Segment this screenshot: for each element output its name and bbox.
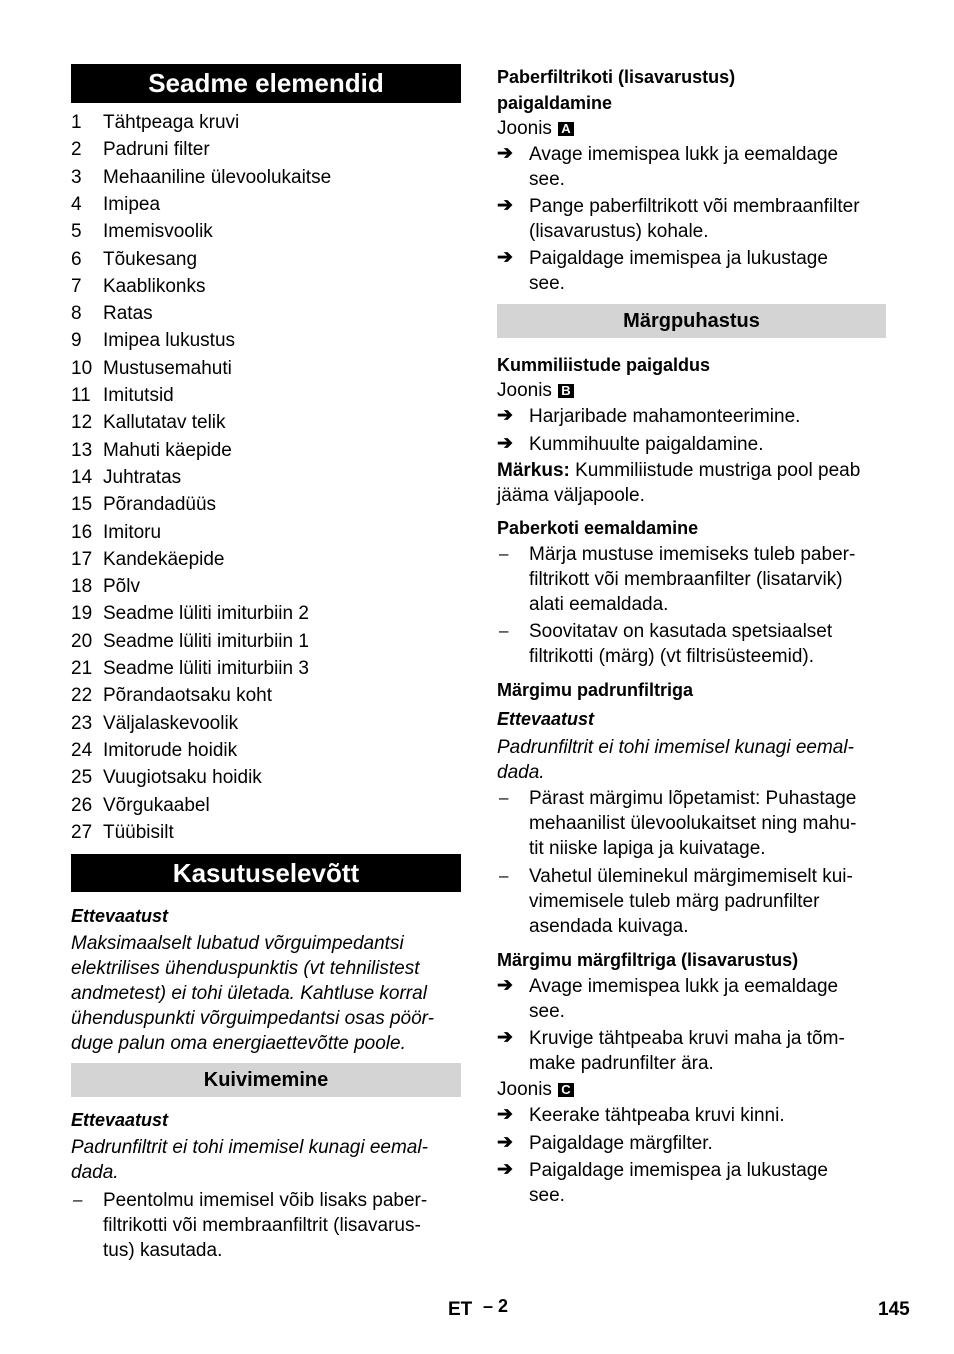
part-number: 11 — [71, 385, 91, 406]
part-number: 22 — [71, 685, 93, 707]
step-line: Pange paberfiltrikott või membraanfilter — [529, 196, 860, 217]
step-line: filtrikotti (märg) (vt filtrisüsteemid). — [529, 646, 815, 667]
part-item — [71, 821, 461, 845]
part-number: 1 — [71, 112, 82, 133]
part-item — [71, 275, 461, 299]
part-item — [71, 357, 461, 381]
part-label: Tüübisilt — [103, 821, 174, 843]
part-label: Vuugiotsaku hoidik — [103, 767, 262, 789]
part-number: 16 — [71, 521, 93, 543]
dash-bullet: – — [499, 866, 509, 885]
cartridge-title: Märgimu padrunfiltriga — [497, 680, 694, 700]
caution-label-dry: Ettevaatust — [71, 1110, 169, 1130]
part-number: 13 — [71, 439, 93, 461]
step-line: mehaanilist ülevoolukaitset ning mahu- — [529, 813, 857, 834]
part-item — [71, 138, 461, 162]
note-line2: jääma väljapoole. — [497, 485, 645, 506]
figure-word: Joonis — [497, 1079, 552, 1100]
caution-label: Ettevaatust — [71, 906, 169, 926]
part-label: Imitorude hoidik — [103, 739, 238, 761]
dash-bullet: – — [499, 544, 509, 563]
caution-line: duge palun oma energiaettevõtte poole. — [71, 1033, 406, 1054]
part-number: 19 — [71, 603, 93, 625]
step-line: Soovitatav on kasutada spetsiaalset — [529, 621, 833, 642]
part-number: 14 — [71, 466, 93, 488]
caution-line: dada. — [71, 1162, 119, 1183]
part-item — [71, 602, 461, 626]
arrow-icon: ➔ — [497, 143, 513, 164]
note-line1 — [497, 459, 860, 483]
bag-title: Paberkoti eemaldamine — [497, 518, 699, 538]
figure-ref-a — [497, 117, 574, 141]
part-label: Võrgukaabel — [103, 794, 210, 816]
step-line: (lisavarustus) kohale. — [529, 221, 709, 242]
caution-line: andmetest) ei tohi ületada. Kahtluse korral — [71, 983, 427, 1004]
caution-line: elektrilises ühenduspunktis (vt tehnilistest — [71, 958, 420, 979]
dash-bullet: – — [499, 621, 509, 640]
part-label: Mahuti käepide — [103, 439, 232, 461]
step-line: see. — [529, 273, 565, 294]
part-item — [71, 439, 461, 463]
step-line: Avage imemispea lukk ja eemaldage — [529, 976, 839, 997]
part-number: 20 — [71, 630, 93, 652]
step-line: Kummihuulte paigaldamine. — [529, 434, 764, 455]
step-line: tit niiske lapiga ja kuivatage. — [529, 838, 766, 859]
part-item — [71, 630, 461, 654]
part-label: Ratas — [103, 303, 153, 325]
part-number: 18 — [71, 576, 93, 598]
page-number: 145 — [878, 1299, 910, 1320]
part-item — [71, 493, 461, 517]
rubber-title: Kummiliistude paigaldus — [497, 355, 711, 375]
part-item — [71, 111, 461, 135]
part-item — [71, 411, 461, 435]
part-item — [71, 657, 461, 681]
step-line: Paigaldage imemispea ja lukustage — [529, 248, 828, 269]
part-item — [71, 466, 461, 490]
part-label: Kandekäepide — [103, 548, 225, 570]
part-label: Imitutsid — [103, 385, 174, 406]
arrow-icon: ➔ — [497, 1159, 513, 1180]
part-label: Tõukesang — [103, 248, 198, 270]
part-label: Mustusemahuti — [103, 357, 232, 379]
part-item — [71, 521, 461, 545]
figure-word: Joonis — [497, 118, 552, 139]
part-number: 8 — [71, 303, 82, 325]
part-number: 26 — [71, 794, 93, 816]
arrow-icon: ➔ — [497, 433, 513, 454]
part-number: 23 — [71, 712, 93, 734]
dash-bullet: – — [73, 1190, 83, 1209]
part-label: Padruni filter — [103, 139, 210, 161]
arrow-icon: ➔ — [497, 1104, 513, 1125]
step-line: make padrunfilter ära. — [529, 1053, 714, 1074]
part-label: Põlv — [103, 576, 140, 598]
step-line: asendada kuivaga. — [529, 916, 689, 937]
part-number: 2 — [71, 139, 82, 161]
part-number: 27 — [71, 821, 93, 843]
wetfilter-title: Märgimu märgfiltriga (lisavarustus) — [497, 950, 799, 970]
part-label: Põrandadüüs — [103, 494, 217, 516]
arrow-icon: ➔ — [497, 1027, 513, 1048]
step-line: Avage imemispea lukk ja eemaldage — [529, 144, 839, 165]
part-label: Kallutatav telik — [103, 412, 226, 434]
section-title-components: Seadme elemendid — [71, 64, 461, 103]
note-label: Märkus: — [497, 460, 570, 481]
arrow-icon: ➔ — [497, 247, 513, 268]
bullet-line: Peentolmu imemisel võib lisaks paber- — [103, 1190, 428, 1211]
figure-word: Joonis — [497, 380, 552, 401]
part-label: Kaablikonks — [103, 275, 206, 297]
step-line: see. — [529, 169, 565, 190]
part-number: 24 — [71, 739, 93, 761]
figure-ref-c — [497, 1078, 574, 1102]
caution-label-wet: Ettevaatust — [497, 709, 595, 729]
part-label: Mehaaniline ülevoolukaitse — [103, 166, 332, 188]
part-number: 10 — [71, 357, 93, 379]
caution-line: Padrunfiltrit ei tohi imemisel kunagi eemal- — [71, 1137, 428, 1158]
part-item — [71, 193, 461, 217]
part-item — [71, 166, 461, 190]
caution-line: ühenduspunkti võrguimpedantsi osas pöör- — [71, 1008, 434, 1029]
arrow-icon: ➔ — [497, 405, 513, 426]
section-title-commissioning: Kasutuselevõtt — [71, 854, 461, 892]
part-item — [71, 329, 461, 353]
part-label: Imemisvoolik — [103, 221, 213, 243]
part-label: Juhtratas — [103, 466, 182, 488]
figure-a-box: A — [558, 122, 574, 136]
part-number: 21 — [71, 658, 93, 679]
step-line: see. — [529, 1001, 565, 1022]
part-number: 15 — [71, 494, 93, 516]
part-item — [71, 548, 461, 572]
arrow-icon: ➔ — [497, 195, 513, 216]
step-line: Harjaribade mahamonteerimine. — [529, 406, 801, 427]
figure-ref-b — [497, 379, 574, 403]
part-label: Imipea lukustus — [103, 330, 236, 352]
part-label: Imitoru — [103, 521, 162, 543]
step-line: Paigaldage märgfilter. — [529, 1133, 713, 1154]
step-line: Pärast märgimu lõpetamist: Puhastage — [529, 788, 857, 809]
part-item — [71, 766, 461, 790]
step-line: see. — [529, 1185, 565, 1206]
part-item — [71, 684, 461, 708]
part-item — [71, 794, 461, 818]
bullet-line: tus) kasutada. — [103, 1240, 223, 1261]
step-line: Vahetul üleminekul märgimemiselt kui- — [529, 866, 853, 887]
part-item — [71, 384, 461, 408]
caution-line: Padrunfiltrit ei tohi imemisel kunagi eemal- — [497, 737, 854, 758]
step-line: Kruvige tähtpeaba kruvi maha ja tõm- — [529, 1028, 845, 1049]
caution-line: dada. — [497, 762, 545, 783]
part-label: Põrandaotsaku koht — [103, 685, 273, 707]
part-number: 7 — [71, 275, 82, 297]
part-label: Seadme lüliti imiturbiin 3 — [103, 658, 309, 679]
part-item — [71, 302, 461, 326]
figure-c-box: C — [558, 1083, 574, 1097]
part-number: 4 — [71, 193, 82, 215]
step-line: alati eemaldada. — [529, 594, 669, 615]
part-item — [71, 739, 461, 763]
figure-b-box: B — [558, 384, 574, 398]
step-line: Märja mustuse imemiseks tuleb paber- — [529, 544, 856, 565]
part-label: Seadme lüliti imiturbiin 2 — [103, 603, 309, 625]
arrow-icon: ➔ — [497, 1132, 513, 1153]
footer-page-sub: – 2 — [483, 1296, 509, 1316]
part-number: 9 — [71, 330, 82, 352]
part-label: Imipea — [103, 193, 161, 215]
arrow-icon: ➔ — [497, 975, 513, 996]
section-title-wet: Märgpuhastus — [497, 304, 886, 338]
step-line: Paigaldage imemispea ja lukustage — [529, 1160, 828, 1181]
step-line: filtrikott või membraanfilter (lisatarvik) — [529, 569, 843, 590]
part-label: Tähtpeaga kruvi — [103, 112, 240, 133]
subsection-title-dry: Kuivimemine — [71, 1063, 461, 1097]
part-item — [71, 575, 461, 599]
part-label: Väljalaskevoolik — [103, 712, 239, 734]
caution-line: Maksimaalselt lubatud võrguimpedantsi — [71, 933, 404, 954]
part-number: 5 — [71, 221, 82, 243]
part-item — [71, 248, 461, 272]
note-text: Kummiliistude mustriga pool peab — [569, 460, 861, 481]
dash-bullet: – — [499, 788, 509, 807]
part-number: 17 — [71, 548, 93, 570]
paper-title-line2: paigaldamine — [497, 93, 613, 113]
footer-lang: ET — [448, 1299, 473, 1320]
part-item — [71, 220, 461, 244]
paper-title-line1: Paberfiltrikoti (lisavarustus) — [497, 67, 736, 87]
step-line: Keerake tähtpeaba kruvi kinni. — [529, 1105, 785, 1126]
part-label: Seadme lüliti imiturbiin 1 — [103, 630, 309, 652]
part-number: 6 — [71, 248, 82, 270]
bullet-line: filtrikotti või membraanfiltrit (lisavarus- — [103, 1215, 421, 1236]
part-item — [71, 712, 461, 736]
part-number: 3 — [71, 166, 82, 188]
part-number: 25 — [71, 767, 93, 789]
part-number: 12 — [71, 412, 93, 434]
step-line: vimemisele tuleb märg padrunfilter — [529, 891, 820, 912]
